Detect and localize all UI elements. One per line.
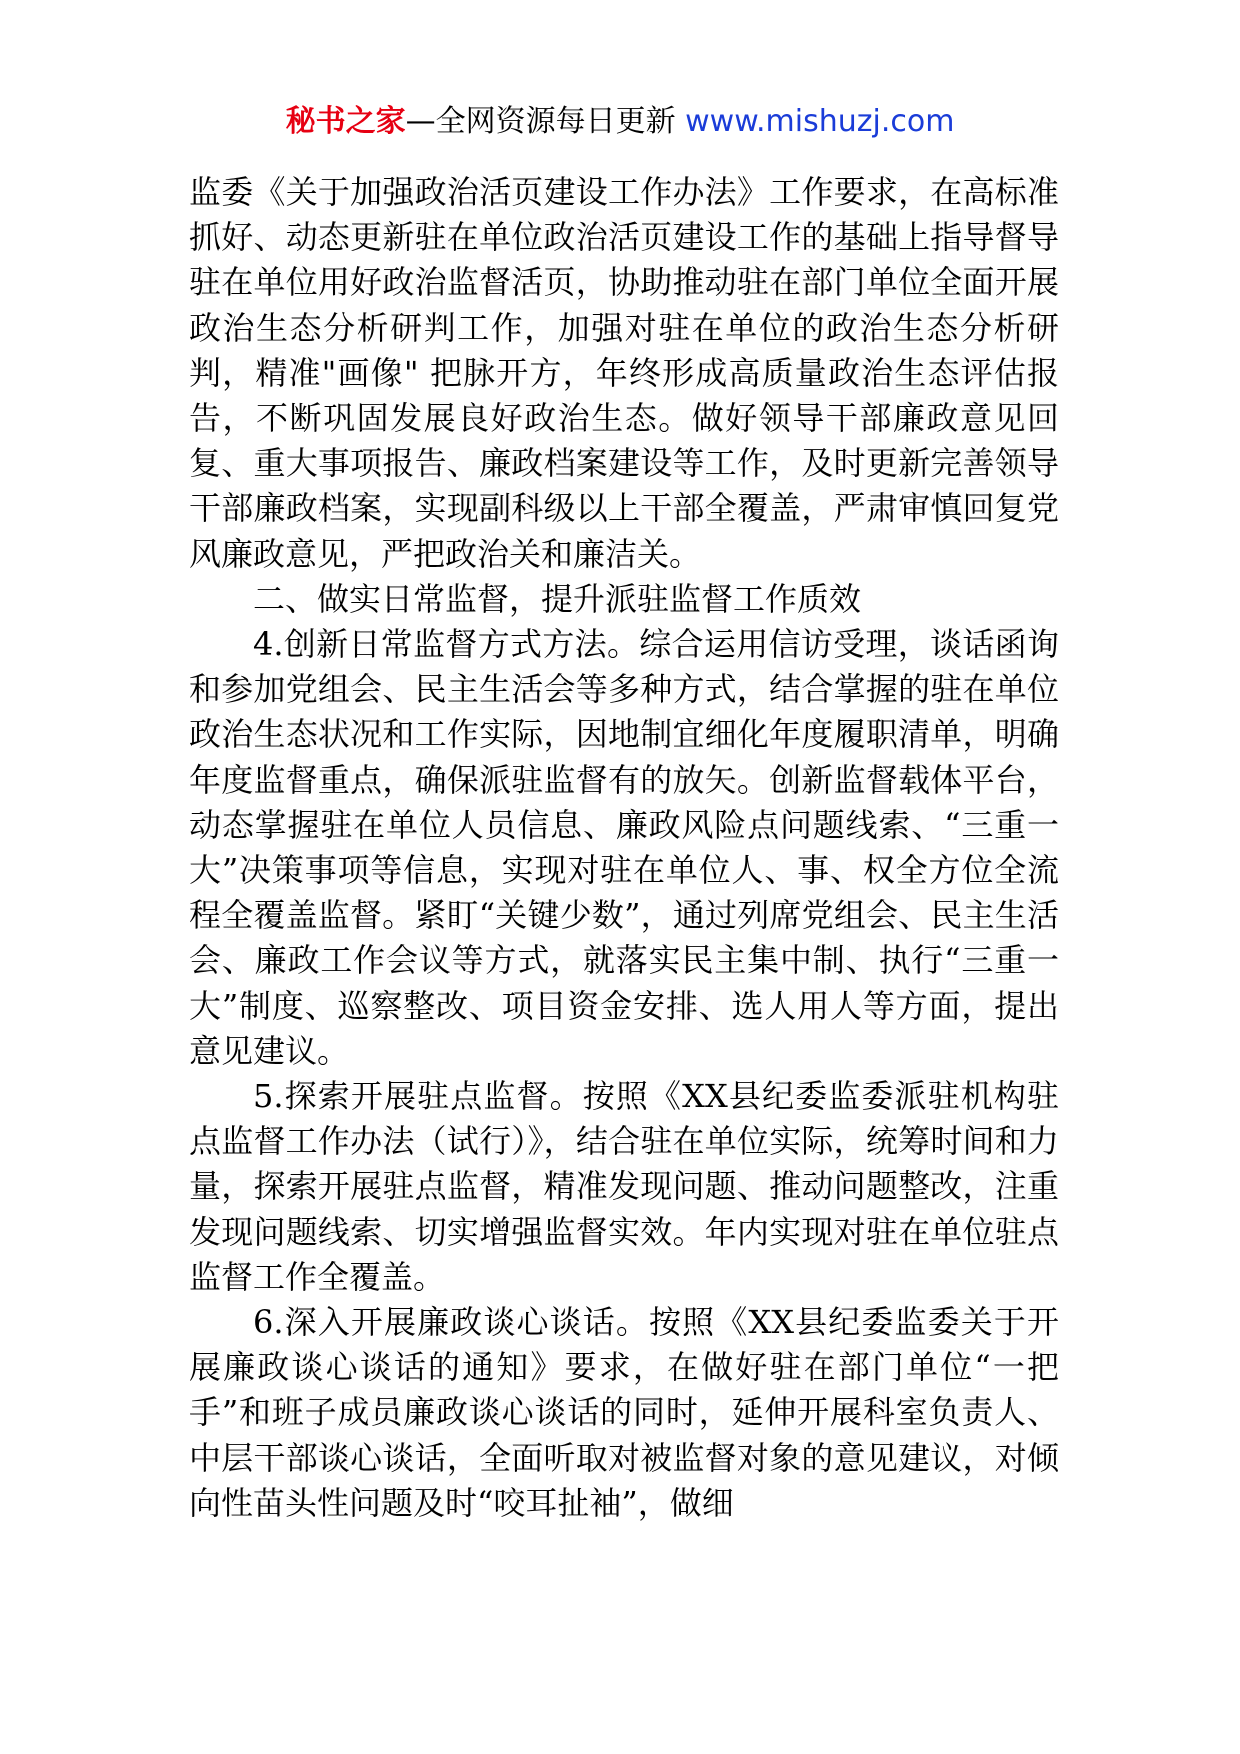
header-url-link[interactable]: www.mishuzj.com [685,104,955,139]
document-body [189,170,1059,1526]
paragraph-continuation: 监委《关于加强政治活页建设工作办法》工作要求，在高标准抓好、动态更新驻在单位政治活页建设工作的基础上指导督导驻在单位用好政治监督活页，协助推动驻在部门单位全面开展政治生态分析研判工作，加强对驻在单位的政治生态分析研判，精准"画像" 把脉开方，年终形成高质量政治生态评估报告，不断巩固发展良好政治生态。做好领导干部廉政意见回复、重大事项报告、廉政档案建设等工作，及时更新完善领导干部廉政档案，实现副科级以上干部全覆盖，严肃审慎回复党风廉政意见，严把政治关和廉洁关。 [189,173,1059,573]
paragraph-item-5: 5.探索开展驻点监督。按照《XX县纪委监委派驻机构驻点监督工作办法（试行）》，结合驻在单位实际，统筹时间和力量，探索开展驻点监督，精准发现问题、推动问题整改，注重发现问题线索、切实增强监督实效。年内实现对驻在单位驻点监督工作全覆盖。 [189,1077,1059,1296]
page-header [0,100,1240,144]
section-heading: 二、做实日常监督，提升派驻监督工作质效 [253,579,862,618]
header-tagline: —全网资源每日更新 [405,104,676,139]
paragraph-item-6: 6.深入开展廉政谈心谈话。按照《XX县纪委监委关于开展廉政谈心谈话的通知》要求，在做好驻在部门单位“一把手”和班子成员廉政谈心谈话的同时，延伸开展科室负责人、中层干部谈心谈话，全面听取对被监督对象的意见建议，对倾向性苗头性问题及时“咬耳扯袖”，做细 [189,1303,1059,1522]
header-brand: 秘书之家 [285,104,406,139]
paragraph-item-4: 4.创新日常监督方式方法。综合运用信访受理，谈话函询和参加党组会、民主生活会等多种方式，结合掌握的驻在单位政治生态状况和工作实际，因地制宜细化年度履职清单，明确年度监督重点，确保派驻监督有的放矢。创新监督载体平台，动态掌握驻在单位人员信息、廉政风险点问题线索、“三重一大”决策事项等信息，实现对驻在单位人、事、权全方位全流程全覆盖监督。紧盯“关键少数”，通过列席党组会、民主生活会、廉政工作会议等方式，就落实民主集中制、执行“三重一大”制度、巡察整改、项目资金安排、选人用人等方面，提出意见建议。 [189,625,1059,1070]
